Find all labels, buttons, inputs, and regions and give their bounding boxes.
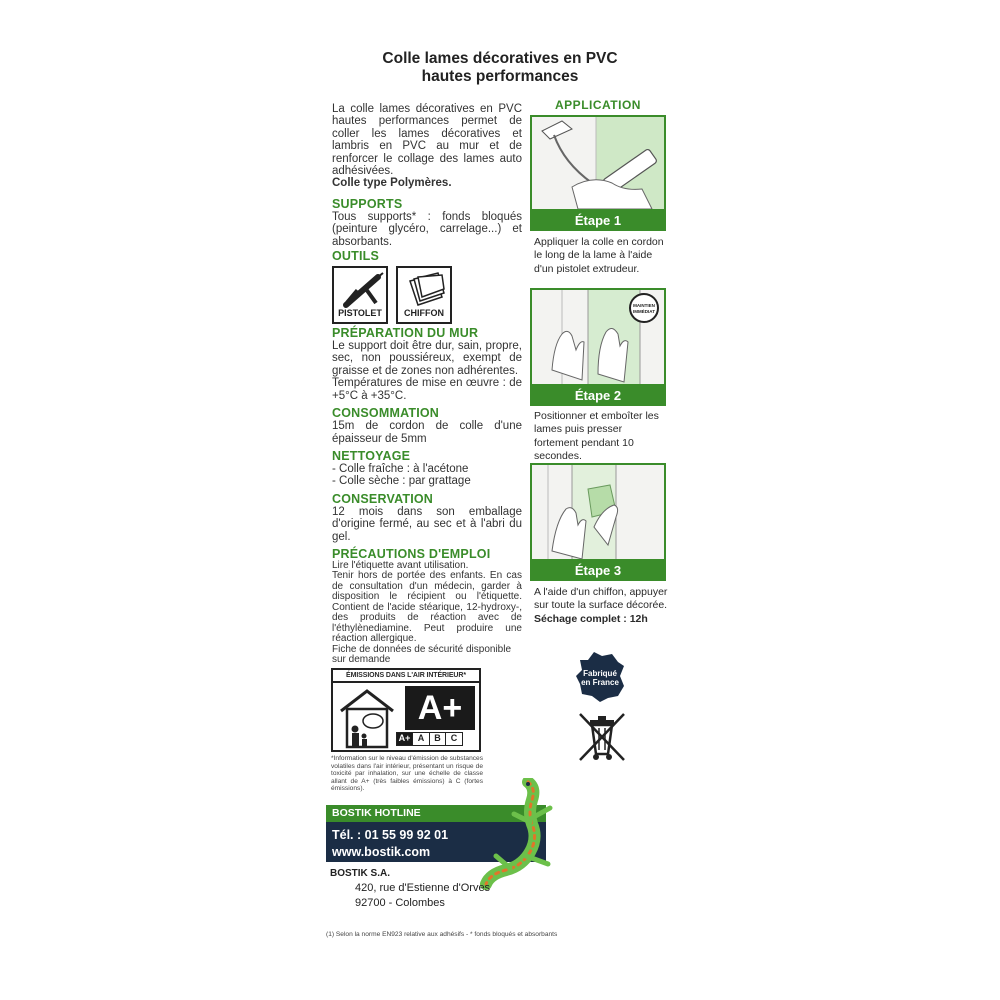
glue-type: Colle type Polymères.: [332, 177, 452, 190]
title-line-2: hautes performances: [421, 68, 579, 85]
emissions-header: ÉMISSIONS DANS L'AIR INTÉRIEUR*: [333, 670, 479, 683]
precautions-heading: PRÉCAUTIONS D'EMPLOI: [332, 546, 491, 561]
precautions-line-3: Fiche de données de sécurité disponible sur demande: [332, 643, 512, 666]
product-title: [330, 50, 670, 86]
hotline-heading: BOSTIK HOTLINE: [326, 805, 546, 822]
house-icon: [337, 687, 397, 749]
tool-label-pistolet: PISTOLET: [338, 307, 382, 318]
drying-time: Séchage complet : 12h: [534, 612, 648, 625]
footnote: (1) Selon la norme EN923 relative aux adhésifs - * fonds bloqués et absorbants: [326, 931, 558, 938]
panel-press-illustration: [532, 290, 664, 384]
outils-heading: OUTILS: [332, 249, 380, 264]
emissions-grade: A+: [405, 686, 475, 730]
preparation-heading: PRÉPARATION DU MUR: [332, 326, 479, 341]
hotline-phone: Tél. : 01 55 99 92 01: [332, 828, 449, 842]
scale-a: A: [412, 732, 430, 746]
consommation-heading: CONSOMMATION: [332, 406, 440, 421]
emissions-scale: [397, 732, 463, 746]
emissions-footnote: *Information sur le niveau d'émission de substances volatiles dans l'air intérieur, présentant un risque de toxicité par inhalation, sur une échelle de classe allant de A+ (très faibles émissions) à C (fortes émissions).: [331, 755, 483, 792]
step-1-text: Appliquer la colle en cordon le long de la lame à l'aide d'un pistolet extrudeur.: [534, 236, 664, 275]
step-2-label: Étape 2: [530, 386, 666, 406]
step-2-illustration: [530, 288, 666, 386]
nettoyage-heading: NETTOYAGE: [332, 448, 411, 463]
tool-label-chiffon: CHIFFON: [404, 307, 444, 318]
scale-a-plus: A+: [396, 732, 414, 746]
glue-application-illustration: [532, 117, 664, 209]
title-line-1: Colle lames décoratives en PVC: [382, 50, 618, 67]
made-in-line-1: Fabriqué: [583, 669, 617, 678]
scale-c: C: [445, 732, 463, 746]
step-3-text-main: A l'aide d'un chiffon, appuyer sur toute la surface décorée.: [534, 586, 668, 612]
conservation-text: 12 mois dans son emballage d'origine fermé, au sec et à l'abri du gel.: [332, 505, 522, 543]
step-3-illustration: [530, 463, 666, 561]
instructions-column: [332, 103, 522, 666]
step-3-label: Étape 3: [530, 561, 666, 581]
cloth-icon: [404, 271, 448, 309]
cloth-wipe-illustration: [532, 465, 664, 559]
crossed-bin-icon: [576, 710, 628, 764]
preparation-text-1: Le support doit être dur, sain, propre, sec, non poussiéreux, exempt de graisse et de zones non adhérentes.: [332, 340, 522, 377]
intro-text: La colle lames décoratives en PVC hautes performances permet de coller les lames décoratives et lambris en PVC au mur et de renforcer le collage des lames auto adhésivées.: [332, 103, 522, 178]
company-city: 92700 - Colombes: [355, 897, 445, 909]
consommation-text: 15m de cordon de colle d'une épaisseur de 5mm: [332, 420, 522, 445]
step-2-text: Positionner et emboîter les lames puis presser fortement pendant 10 secondes.: [534, 410, 659, 462]
nettoyage-line-2: - Colle sèche : par grattage: [332, 475, 471, 488]
tool-pistolet: [332, 266, 388, 324]
indoor-emissions-label: [331, 668, 481, 752]
tool-chiffon: [396, 266, 452, 324]
preparation-text-2: Températures de mise en œuvre : de +5°C à +35°C.: [332, 377, 522, 402]
made-in-france-badge: [572, 650, 628, 709]
step-3-text: [534, 586, 668, 626]
weee-disposal-symbol: [576, 710, 628, 769]
hotline-website: www.bostik.com: [332, 845, 431, 859]
supports-text: Tous supports* : fonds bloqués (peinture glycéro, carrelage...) et absorbants.: [332, 210, 522, 248]
application-heading: APPLICATION: [555, 98, 641, 112]
company-address: [330, 866, 490, 911]
precautions-text: Tenir hors de portée des enfants. En cas de consultation d'un médecin, garder à disposition le récipient ou l'étiquette. Contient de l'acide stéarique, 12-hydroxy-, des produits de réaction avec de l'éthylènediamine. Peut produire une réaction allergique.: [332, 570, 522, 645]
france-map-icon: [572, 650, 628, 704]
supports-heading: SUPPORTS: [332, 196, 403, 211]
company-street: 420, rue d'Estienne d'Orves: [355, 882, 491, 894]
company-name: BOSTIK S.A.: [330, 868, 391, 879]
caulk-gun-icon: [340, 271, 384, 309]
tools-row: [332, 266, 522, 324]
svg-text:MAINTIEN: MAINTIEN: [633, 303, 655, 308]
svg-text:IMMÉDIAT: IMMÉDIAT: [633, 309, 655, 314]
made-in-line-2: en France: [581, 678, 619, 687]
precautions-line-1: Lire l'étiquette avant utilisation.: [332, 559, 469, 571]
step-1-illustration: [530, 115, 666, 211]
step-1-label: Étape 1: [530, 211, 666, 231]
scale-b: B: [429, 732, 447, 746]
conservation-heading: CONSERVATION: [332, 491, 434, 506]
nettoyage-line-1: - Colle fraîche : à l'acétone: [332, 462, 469, 475]
